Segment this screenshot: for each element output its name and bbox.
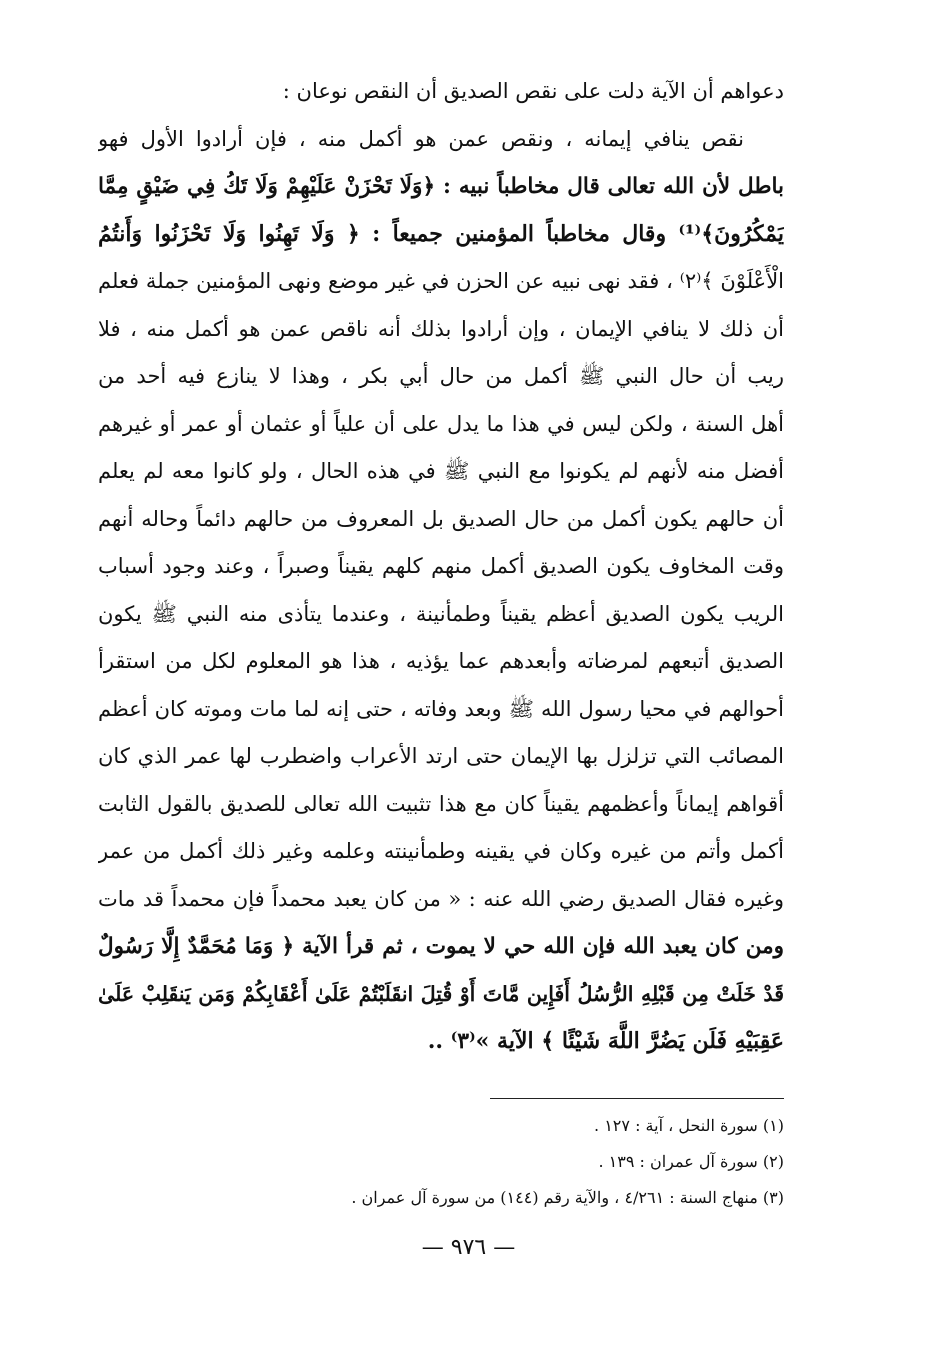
text-line: نقص ينافي إيمانه ، ونقص عمن هو أكمل منه ، فإن أرادوا الأول فهو: [98, 126, 744, 151]
text-line: الصديق أتبعهم لمرضاته وأبعدهم عما يؤذيه ، هذا هو المعلوم لكل من استقرأ: [98, 649, 784, 673]
footnote-item: (٣) منهاج السنة : ٤/٢٦١ ، والآية رقم (١٤٤) من سورة آل عمران .: [351, 1188, 784, 1207]
footnotes: [98, 1108, 784, 1216]
text-line: وقت المخاوف يكون الصديق أكمل منهم كلهم يقيناً وصبراً ، وعند وجود أسباب: [98, 554, 784, 578]
text-line: المصائب التي تزلزل بها الإيمان حتى ارتد الأعراب واضطرب لها عمر الذي كان: [98, 744, 784, 768]
text-line: أقواهم إيماناً وأعظمهم يقيناً كان مع هذا تثبيت الله تعالى للصديق بالقول الثابت: [98, 791, 784, 816]
text-line: أن حالهم يكون أكمل من حال الصديق بل المعروف من حالهم دائماً وحاله أنهم: [98, 506, 784, 531]
text-line: ريب أن حال النبي ﷺ أكمل من حال أبي بكر ، وهذا لا ينازع فيه أحد من: [98, 364, 784, 388]
main-text: [98, 68, 784, 1066]
text-line: الريب يكون الصديق أعظم يقيناً وطمأنينة ، وعندما يتأذى منه النبي ﷺ يكون: [98, 601, 784, 626]
text-line: أحوالهم في محيا رسول الله ﷺ وبعد وفاته ، حتى إنه لما مات وموته كان أعظم: [98, 696, 784, 721]
text-line: دعواهم أن الآية دلت على نقص الصديق أن النقص نوعان :: [282, 79, 784, 103]
footnote-separator: [490, 1098, 784, 1099]
text-line: أفضل منه لأنهم لم يكونوا مع النبي ﷺ في هذه الحال ، ولو كانوا معه لم يعلم: [98, 459, 784, 483]
text-line: أكمل وأتم من غيره وكان في يقينه وطمأنينته وعلمه وغير ذلك أكمل من عمر: [98, 839, 784, 863]
text-line: ومن كان يعبد الله فإن الله حي لا يموت ، ثم قرأ الآية ﴿ وَمَا مُحَمَّدٌ إِلَّا رَسُولٌ: [98, 934, 784, 959]
text-line: الْأَعْلَوْنَ ﴾⁽٢⁾ ، فقد نهى نبيه عن الحزن في غير موضع ونهى المؤمنين جملة فعلم: [98, 269, 784, 293]
text-line: وغيره فقال الصديق رضي الله عنه : « من كان يعبد محمداً فإن محمداً قد مات: [98, 886, 784, 911]
text-line: عَقِبَيْهِ فَلَن يَضُرَّ اللَّهَ شَيْئًا ﴾ الآية »⁽٣⁾ ..: [427, 1028, 784, 1054]
text-line: أهل السنة ، ولكن ليس في هذا ما يدل على أن علياً أو عثمان أو عمر أو غيرهم: [98, 411, 784, 436]
page-number: — ٩٧٦ —: [421, 1235, 516, 1260]
text-line: باطل لأن الله تعالى قال مخاطباً نبيه : ﴿وَلَا تَحْزَنْ عَلَيْهِمْ وَلَا تَكُ فِي ضَيْقٍ مِمَّا: [98, 174, 784, 199]
footnote-item: (١) سورة النحل ، آية : ١٢٧ .: [594, 1116, 784, 1135]
text-line: أن ذلك لا ينافي الإيمان ، وإن أرادوا بذلك أنه ناقص عمن هو أكمل منه ، فلا: [98, 316, 784, 341]
footnote-item: (٢) سورة آل عمران : ١٣٩ .: [598, 1152, 784, 1171]
text-line: قَدْ خَلَتْ مِن قَبْلِهِ الرُّسُلُ أَفَإِين مَّاتَ أَوْ قُتِلَ انقَلَبْتُمْ عَلَىٰ أَعْقَابِكُمْ وَمَن يَنقَلِبْ عَلَىٰ: [98, 981, 784, 1006]
text-line: يَمْكُرُونَ﴾⁽¹⁾ وقال مخاطباً المؤمنين جميعاً : ﴿ وَلَا تَهِنُوا وَلَا تَحْزَنُوا وَأَنتُمُ: [98, 220, 784, 247]
